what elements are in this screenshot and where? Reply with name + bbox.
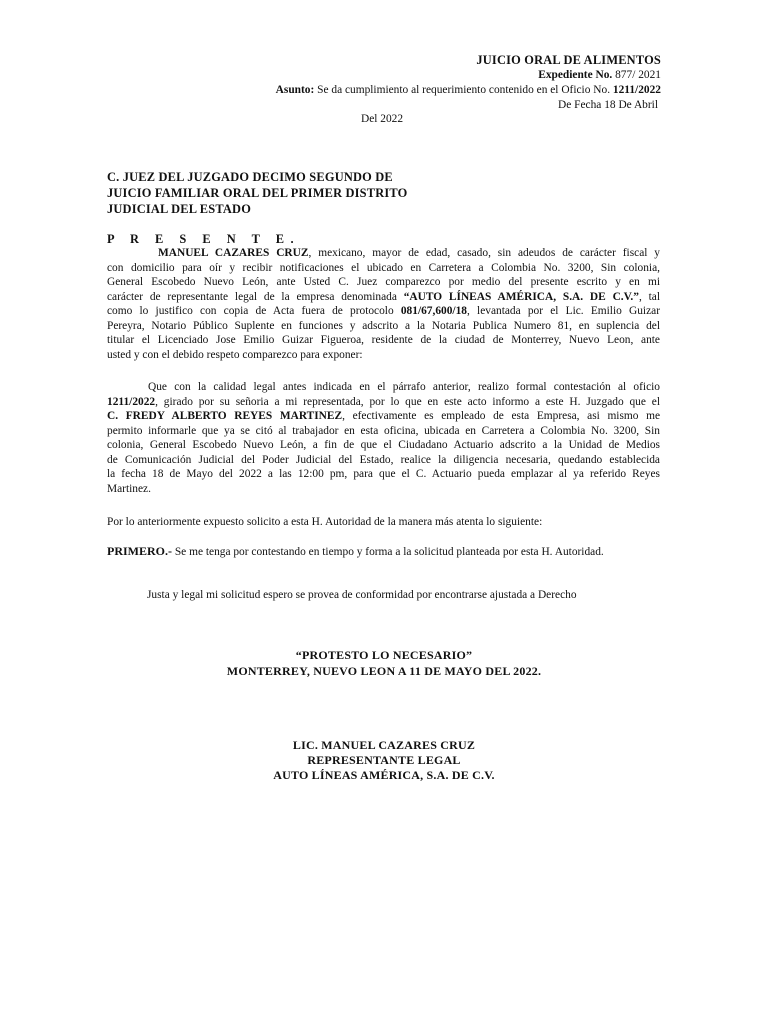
case-type: JUICIO ORAL DE ALIMENTOS [476, 53, 661, 67]
p2-line-5: colonia, General Escobedo Nuevo León, a fin de que el Ciudadano Actuario adscrito a la Unidad de Medios [107, 439, 660, 451]
signature-name: LIC. MANUEL CAZARES CRUZ [292, 738, 476, 752]
expediente-value: 877/ 2021 [612, 69, 661, 81]
signature-company: AUTO LÍNEAS AMÉRICA, S.A. DE C.V. [273, 768, 495, 782]
primero-label: PRIMERO.- [107, 544, 172, 558]
expediente-line [538, 68, 661, 82]
p1-l5-a: como lo justifico con copia de Acta fuera de protocolo [107, 305, 401, 317]
p2-line-3 [107, 409, 660, 424]
p2-employee-name: C. FREDY ALBERTO REYES MARTINEZ [107, 410, 343, 422]
p2-line-6: de Comunicación Judicial del Poder Judicial del Estado, realice la diligencia necesaria, quedando establecida [107, 453, 660, 466]
closing-request: Justa y legal mi solicitud espero se provea de conformidad por encontrarse ajustada a Derecho [147, 589, 577, 601]
p1-name: MANUEL CAZARES CRUZ [158, 247, 309, 259]
p1-l5-b: , levantada por el Lic. Emilio Guizar [467, 305, 661, 317]
p1-line-8: usted y con el debido respeto comparezco para exponer: [107, 348, 363, 361]
p2-oficio-number: 1211/2022 [107, 395, 156, 408]
p1-l1-rest: , mexicano, mayor de edad, casado, sin adeudos de carácter fiscal y [308, 247, 660, 259]
addressee-line-2: JUICIO FAMILIAR ORAL DEL PRIMER DISTRITO [107, 186, 408, 200]
p1-line-1 [107, 246, 660, 261]
p1-l4-a: carácter de representante legal de la empresa denominada [107, 290, 404, 303]
place-date: MONTERREY, NUEVO LEON A 11 DE MAYO DEL 2022. [226, 664, 542, 678]
p1-line-6: Pereyra, Notario Público Suplente en funciones y adscrito a la Notaria Publica Numero 81, en suplencia del [107, 319, 660, 332]
p1-company: “AUTO LÍNEAS AMÉRICA, S.A. DE C.V.” [403, 290, 639, 303]
p1-line-3: General Escobedo Nuevo León, ante Usted C. Juez comparezco por medio del presente escrito y en mi [107, 276, 660, 288]
p1-line-5 [107, 304, 660, 319]
paragraph-3: Por lo anteriormente expuesto solicito a esta H. Autoridad de la manera más atenta lo siguiente: [107, 516, 543, 528]
paragraph-2 [107, 380, 660, 496]
addressee-line-3: JUDICIAL DEL ESTADO [107, 202, 252, 216]
fecha-line: De Fecha 18 De Abril [558, 99, 658, 111]
p1-line-7: titular el Licenciado Jose Emilio Guizar Figueroa, residente de la ciudad de Monterrey, Nuevo Leon, ante [107, 334, 660, 346]
p2-line-4: permito informarle que ya se citó al trabajador en esta oficina, ubicada en Carretera a Colombia No. 3200, Sin [107, 424, 660, 437]
primero-line [107, 544, 604, 559]
p2-line-1: Que con la calidad legal antes indicada en el párrafo anterior, realizo formal contestación al oficio [148, 381, 660, 393]
p2-line-8: Martinez. [107, 482, 151, 495]
asunto-line [276, 83, 661, 97]
p1-line-2: con domicilio para oír y recibir notificaciones el ubicado en Carretera a Colombia No. 3200, Sin colonia, [107, 261, 660, 274]
expediente-label: Expediente No. [538, 69, 613, 81]
presente-heading: P R E S E N T E. [107, 232, 301, 246]
paragraph-1 [107, 246, 660, 362]
addressee-line-1: C. JUEZ DEL JUZGADO DECIMO SEGUNDO DE [107, 170, 393, 184]
p1-l4-b: , tal [638, 290, 660, 303]
p2-line-2 [107, 395, 660, 410]
oficio-number: 1211/2022 [612, 84, 661, 96]
asunto-text: Se da cumplimiento al requerimiento contenido en el Oficio No. [314, 84, 613, 96]
p1-line-4 [107, 290, 660, 305]
primero-text: Se me tenga por contestando en tiempo y forma a la solicitud planteada por esta H. Autoridad. [172, 546, 604, 558]
p2-l3-rest: , efectivamente es empleado de esta Empresa, asi mismo me [342, 410, 660, 422]
p2-line-7: la fecha 18 de Mayo del 2022 a las 12:00 pm, para que el C. Actuario pueda emplazar al ya referido Reyes [107, 468, 660, 480]
p1-acta: 081/67,600/18 [400, 305, 467, 317]
p2-l2-rest: , girado por su señoria a mi representada, por lo que en este acto informo a este H. Juzgado que el [155, 395, 660, 408]
signature-role: REPRESENTANTE LEGAL [307, 753, 461, 767]
protesto: “PROTESTO LO NECESARIO” [295, 648, 473, 662]
asunto-label: Asunto: [275, 84, 315, 96]
year-line: Del 2022 [361, 113, 404, 125]
